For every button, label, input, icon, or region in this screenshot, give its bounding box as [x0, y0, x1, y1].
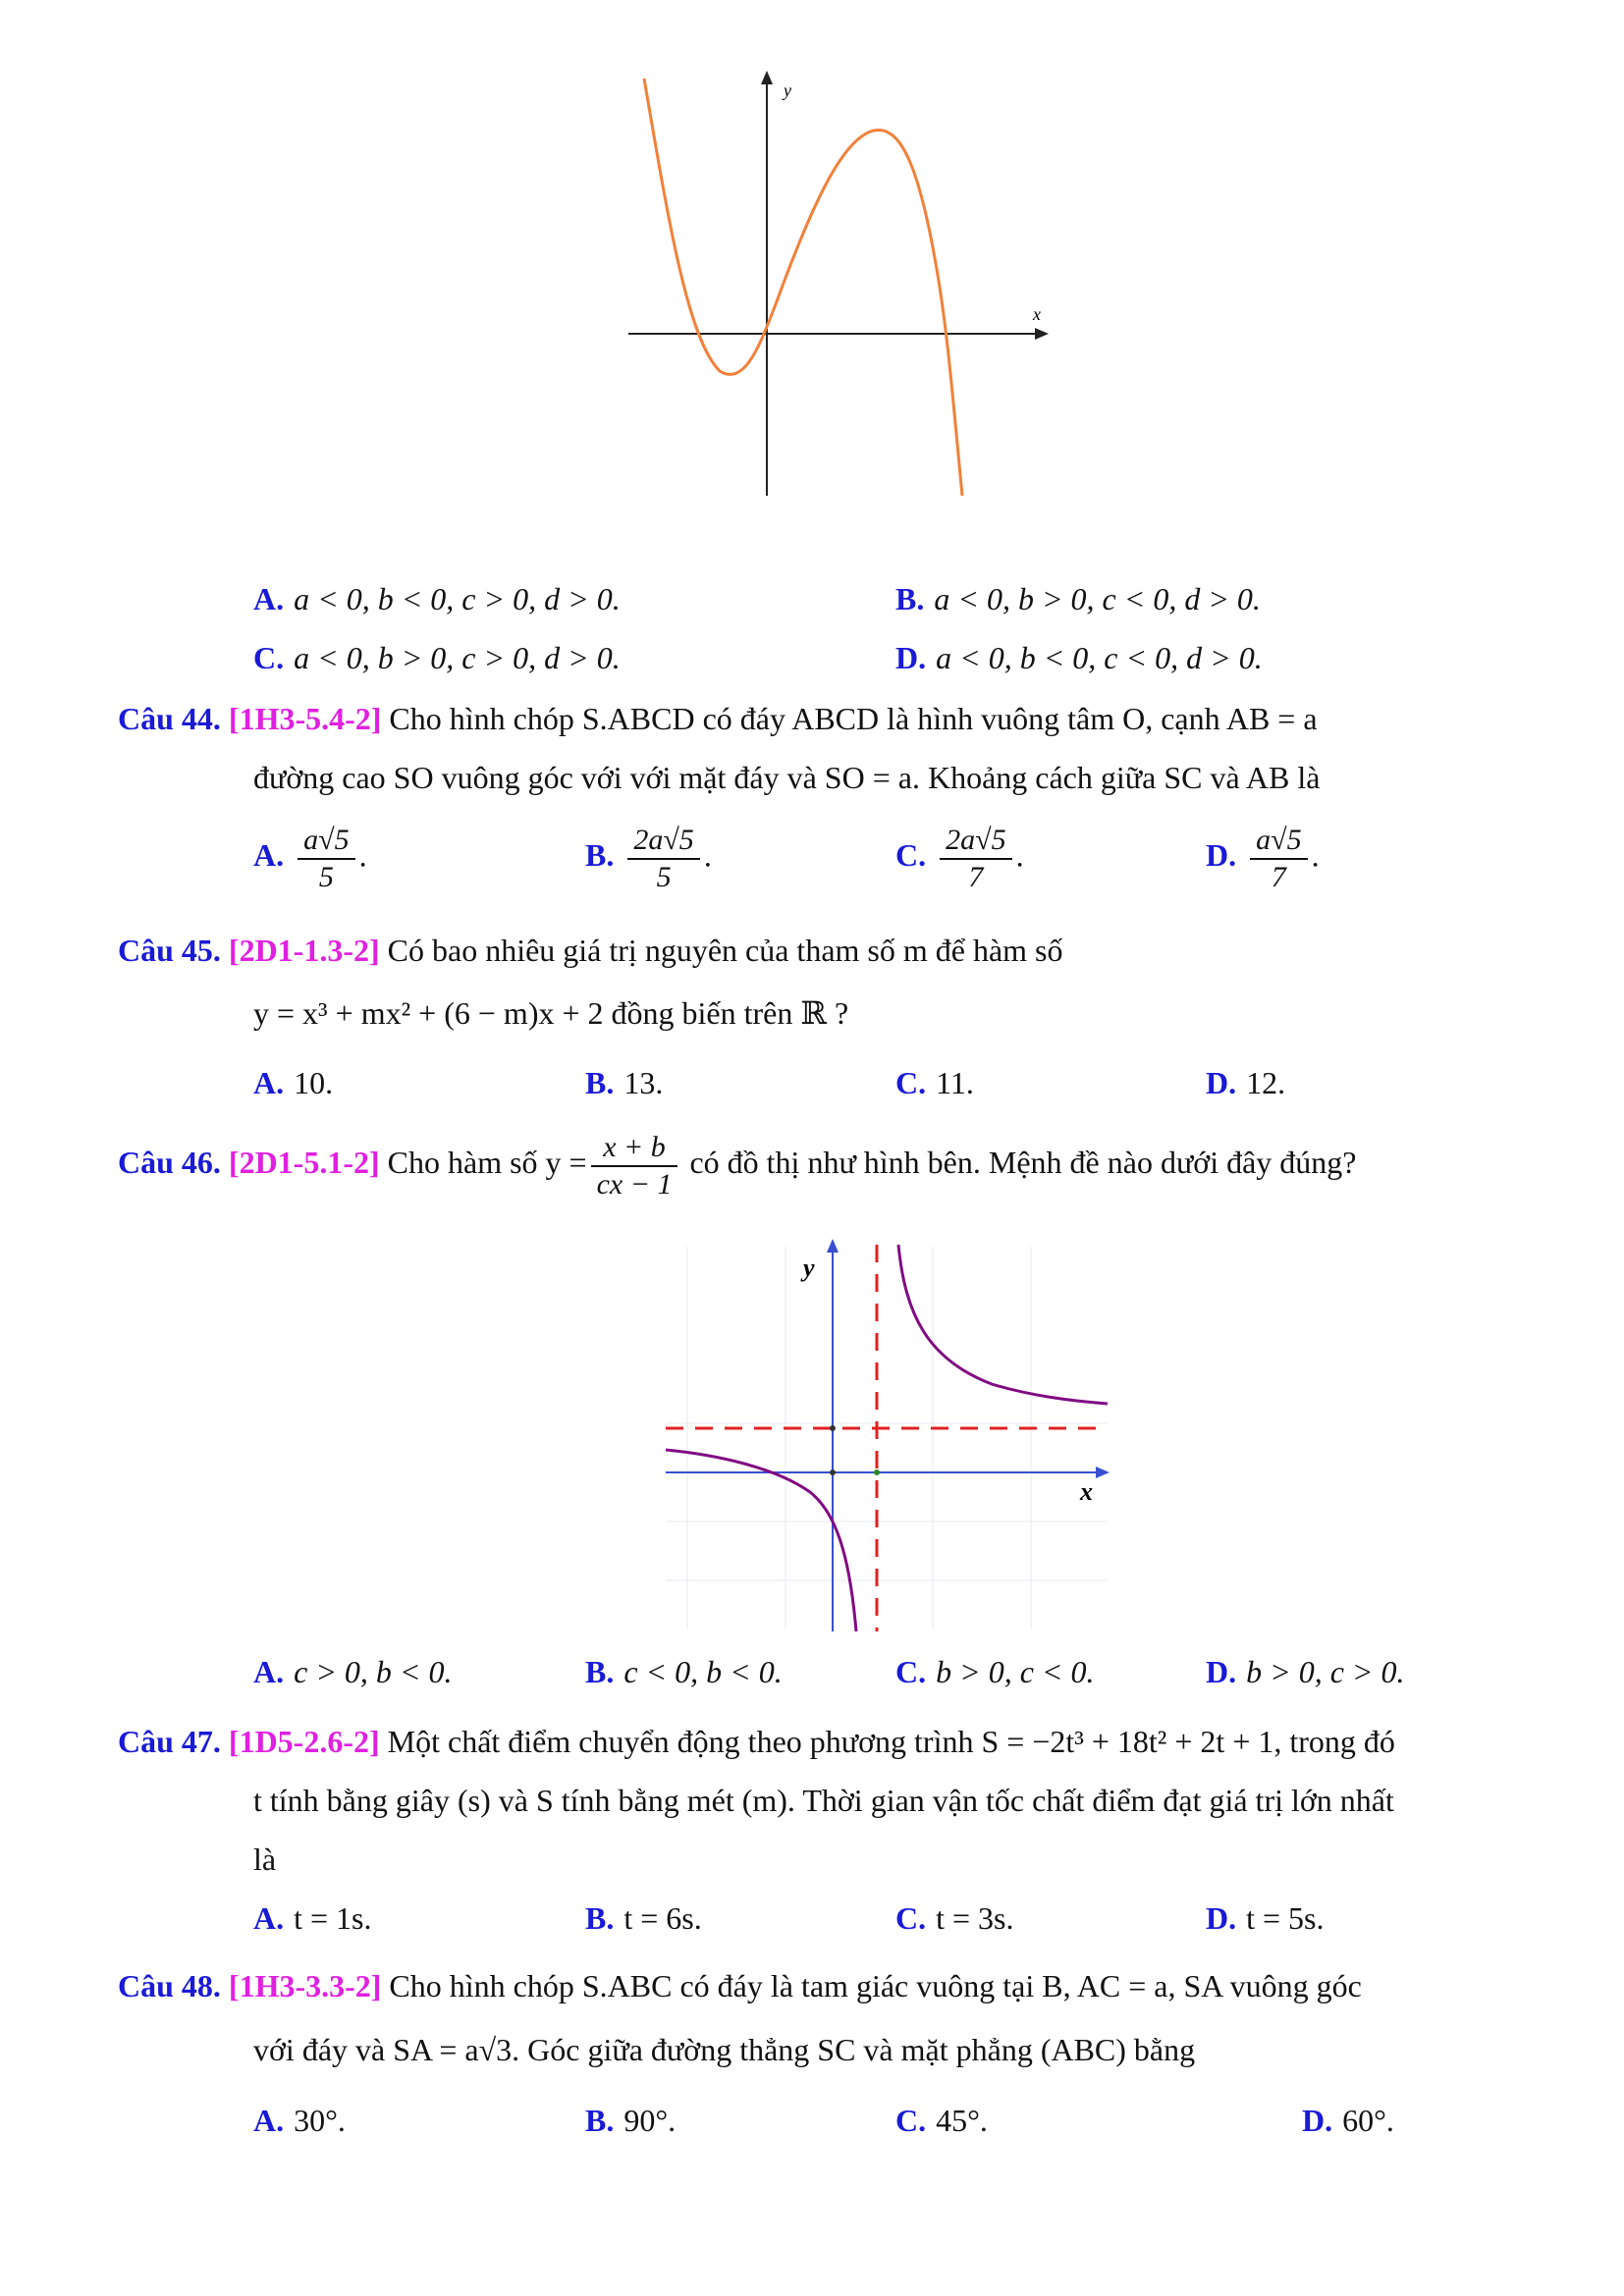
- option-text: t = 1s.: [294, 1900, 372, 1936]
- option-label: C.: [895, 837, 927, 874]
- y-axis-label: y: [784, 80, 791, 100]
- option-text: b > 0, c > 0.: [1246, 1654, 1405, 1689]
- option-label: B.: [585, 2103, 615, 2138]
- option-text: a < 0, b < 0, c > 0, d > 0.: [294, 581, 621, 616]
- question-tag: [1H3-5.4-2]: [228, 701, 382, 736]
- option-label: A.: [253, 1654, 285, 1689]
- option-text: c > 0, b < 0.: [294, 1654, 453, 1689]
- origin-point: [830, 1469, 836, 1475]
- q46-option-a[interactable]: [253, 1652, 453, 1691]
- question-text: Cho hình chóp S.ABCD có đáy ABCD là hình vuông tâm O, cạnh AB = a: [389, 701, 1318, 736]
- hyperbola-lower-branch: [666, 1450, 856, 1631]
- question-number: Câu 45.: [118, 933, 221, 968]
- option-label: B.: [585, 1900, 615, 1936]
- question-number: Câu 44.: [118, 701, 221, 736]
- option-label: B.: [895, 581, 925, 616]
- option-text: 13.: [623, 1065, 664, 1100]
- y-marker-point: [830, 1425, 836, 1431]
- q48-option-b[interactable]: [585, 2101, 676, 2140]
- question-text: y = x³ + mx² + (6 − m)x + 2 đồng biến trên ℝ ?: [253, 995, 849, 1031]
- q48-option-d[interactable]: [1302, 2101, 1394, 2140]
- function-fraction: $\frac{x + b}{cx - 1}$: [591, 1130, 678, 1202]
- option-label: A.: [253, 837, 285, 874]
- option-fraction: $\frac{a√5}{7}$: [1250, 823, 1307, 895]
- q47-option-b[interactable]: [585, 1898, 702, 1938]
- q47-option-a[interactable]: [253, 1898, 372, 1938]
- question-text: t tính bằng giây (s) và S tính bằng mét (m). Thời gian vận tốc chất điểm đạt giá trị lớn nhất: [253, 1783, 1394, 1818]
- option-label: D.: [1206, 837, 1237, 874]
- option-text: c < 0, b < 0.: [623, 1654, 783, 1689]
- q46-option-b[interactable]: [585, 1652, 783, 1691]
- q47-line2: [253, 1781, 1394, 1820]
- option-text: 90°.: [623, 2103, 677, 2138]
- question-text: với đáy và SA = a√3. Góc giữa đường thẳng SC và mặt phẳng (ABC) bằng: [253, 2032, 1196, 2067]
- option-label: D.: [1206, 1900, 1237, 1936]
- question-tag: [1D5-2.6-2]: [228, 1724, 380, 1759]
- option-text: 60°.: [1342, 2103, 1394, 2138]
- hyperbola-upper-branch: [898, 1245, 1108, 1404]
- option-label: A.: [253, 581, 285, 616]
- x-intercept-point: [874, 1469, 880, 1475]
- q44-option-b[interactable]: B. $\frac{2a√5}{5}$ .: [585, 824, 712, 893]
- question-tag: [1H3-3.3-2]: [228, 1968, 382, 2003]
- question-tag: [2D1-5.1-2]: [228, 1145, 380, 1180]
- option-label: A.: [253, 2103, 285, 2138]
- question-text: Có bao nhiêu giá trị nguyên của tham số m để hàm số: [387, 933, 1063, 968]
- q46-option-d[interactable]: [1206, 1652, 1405, 1691]
- y-axis-arrow: [827, 1239, 839, 1253]
- q44-option-d[interactable]: D. $\frac{a√5}{7}$ .: [1206, 824, 1320, 893]
- question-text: là: [253, 1842, 277, 1877]
- option-label: C.: [895, 2103, 927, 2138]
- question-tag: [2D1-1.3-2]: [228, 933, 380, 968]
- option-label: A.: [253, 1065, 285, 1100]
- option-text: t = 5s.: [1246, 1900, 1325, 1936]
- option-text: 12.: [1246, 1065, 1286, 1100]
- q47-line3: [253, 1840, 276, 1879]
- option-label: D.: [1302, 2103, 1333, 2138]
- option-label: B.: [585, 837, 615, 874]
- q44-option-a[interactable]: A. $\frac{a√5}{5}$ .: [253, 824, 367, 893]
- option-text: a < 0, b > 0, c < 0, d > 0.: [934, 581, 1261, 616]
- option-text: 10.: [294, 1065, 334, 1100]
- option-label: A.: [253, 1900, 285, 1936]
- option-text: 30°.: [294, 2103, 346, 2138]
- q47-option-d[interactable]: [1206, 1898, 1325, 1938]
- q44-option-c[interactable]: C. $\frac{2a√5}{7}$ .: [895, 824, 1024, 893]
- option-fraction: $\frac{a√5}{5}$: [298, 823, 354, 895]
- question-number: Câu 47.: [118, 1724, 221, 1759]
- option-label: C.: [253, 640, 285, 675]
- option-label: B.: [585, 1065, 615, 1100]
- question-text: có đồ thị như hình bên. Mệnh đề nào dưới đây đúng?: [689, 1145, 1357, 1180]
- option-text: 11.: [936, 1065, 974, 1100]
- option-text: 45°.: [936, 2103, 988, 2138]
- question-number: Câu 46.: [118, 1145, 221, 1180]
- option-text: a < 0, b > 0, c > 0, d > 0.: [294, 640, 621, 675]
- question-text: Cho hàm số y =: [387, 1145, 587, 1180]
- option-text: a < 0, b < 0, c < 0, d > 0.: [936, 640, 1263, 675]
- option-label: C.: [895, 1654, 927, 1689]
- question-text: Một chất điểm chuyển động theo phương trình S = −2t³ + 18t² + 2t + 1, trong đó: [387, 1724, 1395, 1759]
- option-label: D.: [1206, 1654, 1237, 1689]
- option-label: B.: [585, 1654, 615, 1689]
- q46-option-c[interactable]: [895, 1652, 1095, 1691]
- x-axis-label: x: [1033, 304, 1041, 324]
- x-axis-arrow: [1096, 1467, 1110, 1478]
- option-label: C.: [895, 1900, 927, 1936]
- option-text: b > 0, c < 0.: [936, 1654, 1095, 1689]
- question-number: Câu 48.: [118, 1968, 221, 2003]
- option-text: t = 6s.: [623, 1900, 702, 1936]
- q48-line2: [253, 2030, 1195, 2069]
- option-fraction: $\frac{2a√5}{7}$: [940, 823, 1011, 895]
- q48-option-a[interactable]: [253, 2101, 346, 2140]
- option-label: C.: [895, 1065, 927, 1100]
- option-label: D.: [1206, 1065, 1237, 1100]
- question-text: đường cao SO vuông góc với với mặt đáy và SO = a. Khoảng cách giữa SC và AB là: [253, 760, 1321, 795]
- q48-line1: [118, 1966, 1362, 2005]
- q48-option-c[interactable]: [895, 2101, 988, 2140]
- q47-line1: [118, 1722, 1395, 1761]
- x-axis-label: x: [1080, 1477, 1093, 1506]
- y-axis-label: y: [803, 1254, 815, 1282]
- option-fraction: $\frac{2a√5}{5}$: [627, 823, 699, 895]
- option-label: D.: [895, 640, 927, 675]
- q47-option-c[interactable]: [895, 1898, 1014, 1938]
- option-text: t = 3s.: [936, 1900, 1014, 1936]
- question-text: Cho hình chóp S.ABC có đáy là tam giác vuông tại B, AC = a, SA vuông góc: [389, 1968, 1362, 2003]
- grid-lines: [666, 1247, 1108, 1629]
